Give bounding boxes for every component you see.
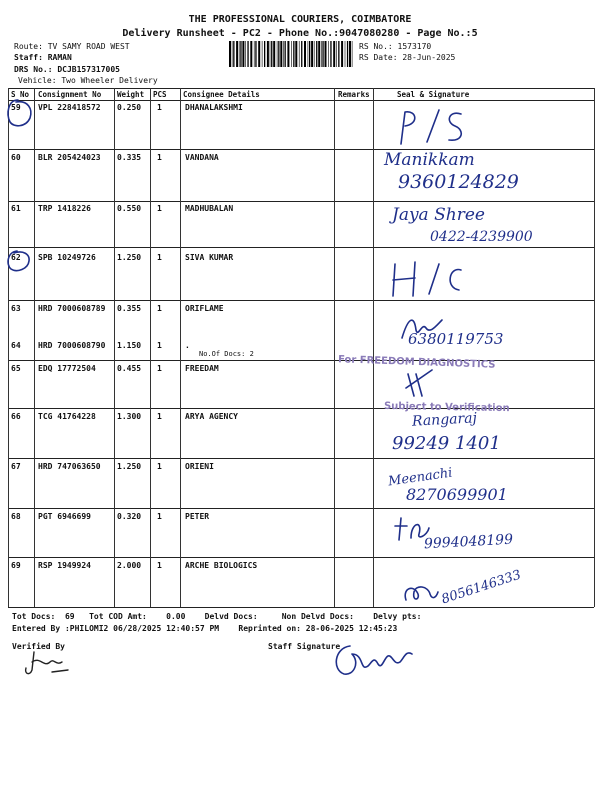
circle-mark [4, 96, 34, 130]
row-rule [8, 360, 594, 361]
cell-weight: 0.335 [117, 153, 142, 162]
staff-signature [330, 636, 430, 680]
handwritten-name: Jaya Shree [392, 205, 485, 225]
staff-signature-label: Staff Signature [268, 642, 341, 651]
cell-consignee: ARCHE BIOLOGICS [185, 561, 258, 570]
cell-weight: 0.320 [117, 512, 142, 521]
cell-consignment: TRP 1418226 [38, 204, 91, 213]
col-rule [594, 88, 595, 607]
cell-pcs: 1 [157, 304, 162, 313]
cell-weight: 0.455 [117, 364, 142, 373]
col-rule [180, 88, 181, 607]
cell-weight: 1.250 [117, 462, 142, 471]
col-header-weight: Weight [117, 90, 145, 99]
cell-consignment: PGT 6946699 [38, 512, 91, 521]
handwritten-name: Meenachi [387, 465, 454, 490]
cell-consignee: MADHUBALAN [185, 204, 234, 213]
cell-pcs: 1 [157, 253, 162, 262]
handwritten-tick [402, 366, 442, 402]
cell-pcs: 1 [157, 512, 162, 521]
cell-consignment: VPL 228418572 [38, 103, 101, 112]
handwritten-scribble [400, 580, 440, 606]
cell-consignment: HRD 7000608789 [38, 304, 106, 313]
cell-consignment: TCG 41764228 [38, 412, 96, 421]
rs-date-label: RS Date: 28-Jun-2025 [359, 53, 456, 62]
cell-sno: 64 [11, 341, 21, 350]
subject-stamp: Subject to Verification [383, 400, 510, 415]
cell-pcs: 1 [157, 462, 162, 471]
cell-consignee: FREEDAM [185, 364, 219, 373]
col-rule [150, 88, 151, 607]
handwritten-phone: 9994048199 [423, 531, 514, 553]
cell-sno: 62 [11, 253, 21, 262]
cell-consignee: PETER [185, 512, 210, 521]
cell-sno: 68 [11, 512, 21, 521]
col-header-consignee: Consignee Details [183, 90, 260, 99]
row-rule [8, 300, 594, 301]
cell-consignee: SIVA KUMAR [185, 253, 234, 262]
circle-mark [4, 249, 32, 273]
row-rule [8, 557, 594, 558]
cell-sno: 63 [11, 304, 21, 313]
col-rule [334, 88, 335, 607]
cell-weight: 0.550 [117, 204, 142, 213]
table-bottom-rule [8, 607, 594, 608]
cell-consignee: ORIFLAME [185, 304, 224, 313]
col-rule [34, 88, 35, 607]
cell-weight: 1.150 [117, 341, 142, 350]
cell-pcs: 1 [157, 364, 162, 373]
col-header-seal: Seal & Signature [397, 90, 470, 99]
cell-consignee: . [185, 341, 190, 350]
cell-sno: 69 [11, 561, 21, 570]
cell-consignment: RSP 1949924 [38, 561, 91, 570]
handwritten-name: Manikkam [384, 150, 475, 170]
cell-pcs: 1 [157, 341, 162, 350]
cell-pcs: 1 [157, 204, 162, 213]
col-header-sno: S No [11, 90, 30, 99]
col-header-consignment: Consignment No [38, 90, 102, 99]
table-header-rule [8, 100, 594, 101]
cell-weight: 1.300 [117, 412, 142, 421]
row-rule [8, 247, 594, 248]
row-rule [8, 458, 594, 459]
cell-doc-count: No.Of Docs: 2 [199, 350, 254, 358]
handwritten-phone: 99249 1401 [392, 433, 501, 454]
row-rule [8, 149, 594, 150]
cell-sno: 67 [11, 462, 21, 471]
footer-totals: Tot Docs: 69 Tot COD Amt: 0.00 Delvd Docs: Non Delvd Docs: Delvy pts: [12, 612, 422, 621]
company-title: THE PROFESSIONAL COURIERS, COIMBATORE [188, 14, 412, 25]
freedom-stamp: For FREEDOM DIAGNOSTICS [337, 354, 496, 371]
cell-pcs: 1 [157, 153, 162, 162]
row-rule [8, 508, 594, 509]
cell-sno: 65 [11, 364, 21, 373]
cell-consignee: DHANALAKSHMI [185, 103, 243, 112]
col-rule [8, 88, 9, 607]
cell-consignment: BLR 205424023 [38, 153, 101, 162]
handwritten-phone: 8270699901 [406, 485, 508, 504]
col-header-remarks: Remarks [338, 90, 370, 99]
table-top-rule [8, 88, 594, 89]
handwritten-hc [385, 258, 465, 300]
cell-weight: 1.250 [117, 253, 142, 262]
staff-label: Staff: RAMAN [14, 53, 72, 62]
cell-sno: 61 [11, 204, 21, 213]
handwritten-phone: 6380119753 [408, 330, 504, 348]
route-label: Route: TV SAMY ROAD WEST [14, 42, 130, 51]
footer-entered: Entered By :PHILOMI2 06/28/2025 12:40:57 PM Reprinted on: 28-06-2025 12:45:23 [12, 624, 398, 633]
handwritten-phone: 9360124829 [398, 171, 519, 193]
cell-consignee: ARYA AGENCY [185, 412, 238, 421]
cell-pcs: 1 [157, 412, 162, 421]
handwritten-phone: 0422-4239900 [430, 229, 533, 245]
verified-by-label: Verified By [12, 642, 65, 651]
handwritten-phone: 8056146333 [439, 567, 524, 608]
runsheet-title: Delivery Runsheet - PC2 - Phone No.:9047080280 - Page No.:5 [122, 28, 478, 39]
drs-label: DRS No.: DCJB157317005 [14, 65, 120, 74]
cell-consignee: VANDANA [185, 153, 219, 162]
cell-weight: 2.000 [117, 561, 142, 570]
cell-consignment: HRD 747063650 [38, 462, 101, 471]
cell-consignment: HRD 7000608790 [38, 341, 106, 350]
col-rule [114, 88, 115, 607]
cell-weight: 0.355 [117, 304, 142, 313]
vehicle-label: Vehicle: Two Wheeler Delivery [18, 76, 158, 85]
cell-weight: 0.250 [117, 103, 142, 112]
row-rule [8, 201, 594, 202]
cell-pcs: 1 [157, 103, 162, 112]
cell-pcs: 1 [157, 561, 162, 570]
cell-sno: 66 [11, 412, 21, 421]
barcode [228, 41, 355, 67]
handwritten-ps [395, 108, 475, 148]
cell-consignment: SPB 10249726 [38, 253, 96, 262]
cell-sno: 60 [11, 153, 21, 162]
verifier-signature [22, 648, 72, 678]
cell-consignee: ORIENI [185, 462, 214, 471]
rs-no-label: RS No.: 1573170 [359, 42, 432, 51]
cell-consignment: EDQ 17772504 [38, 364, 96, 373]
col-header-pcs: PCS [153, 90, 167, 99]
cell-sno: 59 [11, 103, 21, 112]
col-rule [373, 88, 374, 607]
handwritten-name: Rangaraj [411, 410, 478, 430]
